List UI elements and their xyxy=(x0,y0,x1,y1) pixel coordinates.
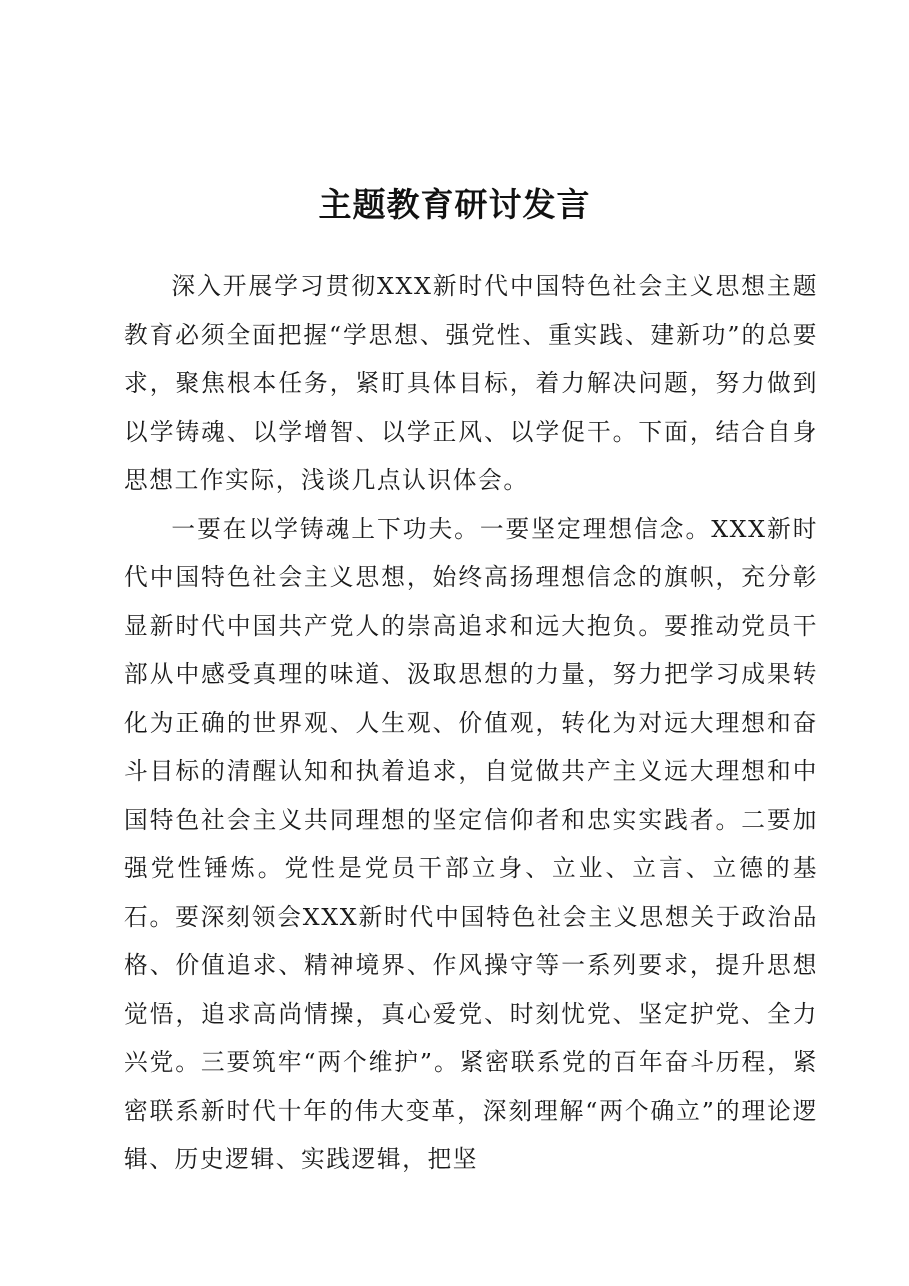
paragraph-section-1: 一要在以学铸魂上下功夫。一要坚定理想信念。XXX新时代中国特色社会主义思想，始终高扬理想信念的旗帜，充分彰显新时代中国共产党人的崇高追求和远大抱负。要推动党员干部从中感受真理的味道、汲取思想的力量，努力把学习成果转化为正确的世界观、人生观、价值观，转化为对远大理想和奋斗目标的清醒认知和执着追求，自觉做共产主义远大理想和中国特色社会主义共同理想的坚定信仰者和忠实实践者。二要加强党性锤炼。党性是党员干部立身、立业、立言、立德的基石。要深刻领会XXX新时代中国特色社会主义思想关于政治品格、价值追求、精神境界、作风操守等一系列要求，提升思想觉悟，追求高尚情操，真心爱党、时刻忧党、坚定护党、全力兴党。三要筑牢“两个维护”。紧密联系党的百年奋斗历程，紧密联系新时代十年的伟大变革，深刻理解“两个确立”的理论逻辑、历史逻辑、实践逻辑，把坚 xyxy=(124,514,818,1173)
paragraph-intro: 深入开展学习贯彻XXX新时代中国特色社会主义思想主题教育必须全面把握“学思想、强党性、重实践、建新功”的总要求，聚焦根本任务，紧盯具体目标，着力解决问题，努力做到以学铸魂、以学增智、以学正风、以学促干。下面，结合自身思想工作实际，浅谈几点认识体会。 xyxy=(124,272,818,494)
document-body xyxy=(124,262,818,1184)
document-title: 主题教育研讨发言 xyxy=(318,185,591,224)
